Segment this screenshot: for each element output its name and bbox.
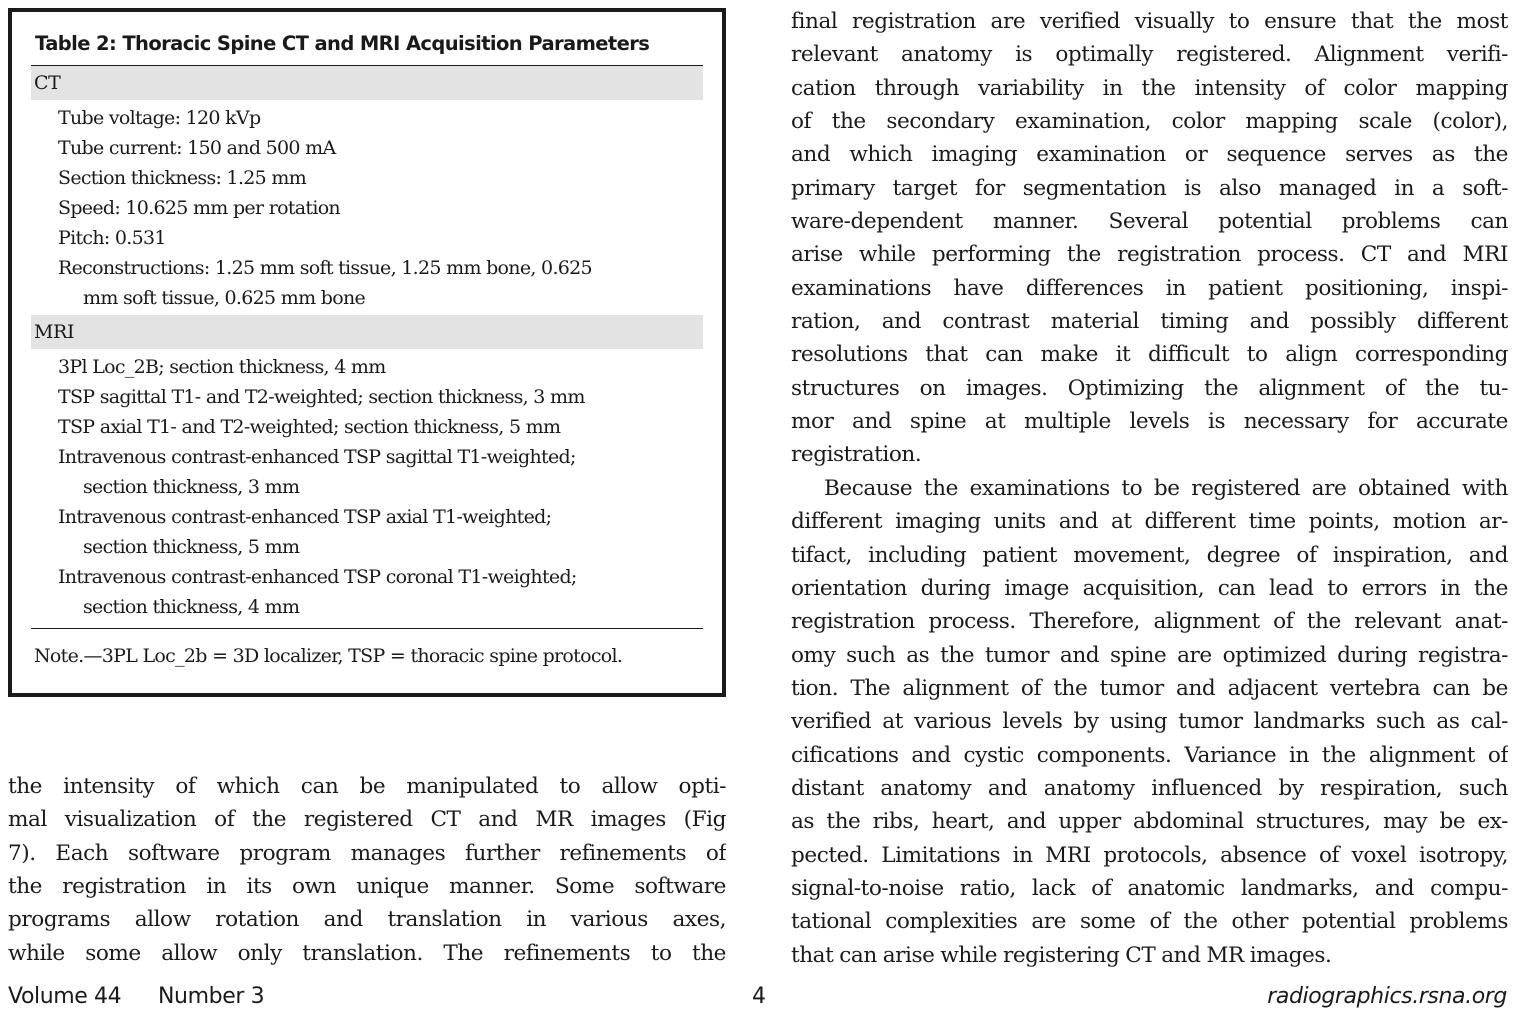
body-paragraph [8, 770, 726, 970]
table-row: Pitch: 0.531 [58, 227, 166, 249]
text-line: resolutions that can make it difficult to align corresponding [791, 342, 1508, 368]
table-row: TSP axial T1- and T2-weighted; section thickness, 5 mm [58, 416, 561, 438]
table-row: mm soft tissue, 0.625 mm bone [83, 287, 366, 309]
text-line: registration process. Therefore, alignment of the relevant anat- [791, 609, 1508, 635]
footer-number: Number 3 [158, 984, 265, 1009]
left-body-text [8, 770, 726, 970]
text-line: mor and spine at multiple levels is necessary for accurate [791, 409, 1508, 435]
text-line: omy such as the tumor and spine are optimized during registra- [791, 642, 1508, 668]
text-line: tational complexities are some of the other potential problems [791, 909, 1508, 935]
text-line: cifications and cystic components. Variance in the alignment of [791, 742, 1508, 768]
body-paragraph [791, 5, 1508, 472]
text-line: structures on images. Optimizing the alignment of the tu- [791, 375, 1508, 401]
text-line: that can arise while registering CT and MR images. [791, 942, 1332, 968]
text-line: different imaging units and at different time points, motion ar- [791, 509, 1508, 535]
left-column [8, 8, 726, 697]
table-row: Intravenous contrast-enhanced TSP sagittal T1-weighted; [58, 446, 576, 468]
text-line: examinations have differences in patient positioning, inspi- [791, 275, 1508, 301]
table-sections [31, 66, 703, 624]
footer-website: radiographics.rsna.org [1267, 984, 1507, 1009]
text-line: of the secondary examination, color mapping scale (color), [791, 109, 1508, 135]
table-title: Table 2: Thoracic Spine CT and MRI Acquisition Parameters [31, 32, 703, 66]
text-line: and which imaging examination or sequence serves as the [791, 142, 1508, 168]
table-row: section thickness, 3 mm [83, 476, 300, 498]
text-line: as the ribs, heart, and upper abdominal structures, may be ex- [791, 809, 1508, 835]
text-line: while some allow only translation. The refinements to the [8, 940, 726, 966]
table-row: Tube current: 150 and 500 mA [58, 137, 336, 159]
text-line: Because the examinations to be registered are obtained with [824, 475, 1508, 501]
table-note: Note.—3PL Loc_2b = 3D localizer, TSP = thoracic spine protocol. [31, 628, 703, 669]
table-row: section thickness, 4 mm [83, 596, 300, 618]
text-line: tifact, including patient movement, degree of inspiration, and [791, 542, 1508, 568]
text-line: ware-dependent manner. Several potential problems can [791, 209, 1508, 235]
table-row: TSP sagittal T1- and T2-weighted; section thickness, 3 mm [58, 386, 585, 408]
table-section-heading: CT [31, 66, 703, 100]
footer-volume: Volume 44 [8, 984, 122, 1009]
table-row: Intravenous contrast-enhanced TSP axial T1-weighted; [58, 506, 552, 528]
table-row: Intravenous contrast-enhanced TSP coronal T1-weighted; [58, 566, 577, 588]
text-line: pected. Limitations in MRI protocols, absence of voxel isotropy, [791, 842, 1508, 868]
text-line: tion. The alignment of the tumor and adjacent vertebra can be [791, 675, 1508, 701]
body-paragraph [791, 472, 1508, 972]
table-row: 3Pl Loc_2B; section thickness, 4 mm [58, 356, 386, 378]
table-section-body [31, 349, 703, 624]
table-row: Tube voltage: 120 kVp [58, 107, 261, 129]
text-line: final registration are verified visually to ensure that the most [791, 9, 1508, 34]
text-line: mal visualization of the registered CT and MR images (Fig [8, 807, 726, 833]
table-section-heading: MRI [31, 315, 703, 349]
table-row: Section thickness: 1.25 mm [58, 167, 307, 189]
table-row: section thickness, 5 mm [83, 536, 300, 558]
text-line: the intensity of which can be manipulated to allow opti- [8, 774, 726, 799]
text-line: the registration in its own unique manner. Some software [8, 874, 726, 900]
text-line: signal-to-noise ratio, lack of anatomic landmarks, and compu- [791, 875, 1508, 901]
text-line: primary target for segmentation is also managed in a soft- [791, 175, 1508, 201]
text-line: ration, and contrast material timing and possibly different [791, 309, 1508, 335]
table-row: Speed: 10.625 mm per rotation [58, 197, 340, 219]
text-line: cation through variability in the intensity of color mapping [791, 75, 1508, 101]
right-column [791, 5, 1508, 972]
text-line: distant anatomy and anatomy influenced by respiration, such [791, 775, 1508, 801]
text-line: orientation during image acquisition, can lead to errors in the [791, 575, 1508, 601]
text-line: registration. [791, 442, 922, 468]
text-line: relevant anatomy is optimally registered. Alignment verifi- [791, 42, 1508, 68]
acquisition-parameters-table [8, 8, 726, 697]
text-line: 7). Each software program manages further refinements of [8, 840, 726, 866]
text-line: verified at various levels by using tumor landmarks such as cal- [791, 709, 1508, 735]
table-section-body [31, 100, 703, 315]
footer-page-number: 4 [752, 984, 766, 1009]
table-row: Reconstructions: 1.25 mm soft tissue, 1.25 mm bone, 0.625 [58, 257, 592, 279]
text-line: arise while performing the registration process. CT and MRI [791, 242, 1508, 268]
text-line: programs allow rotation and translation in various axes, [8, 907, 726, 933]
